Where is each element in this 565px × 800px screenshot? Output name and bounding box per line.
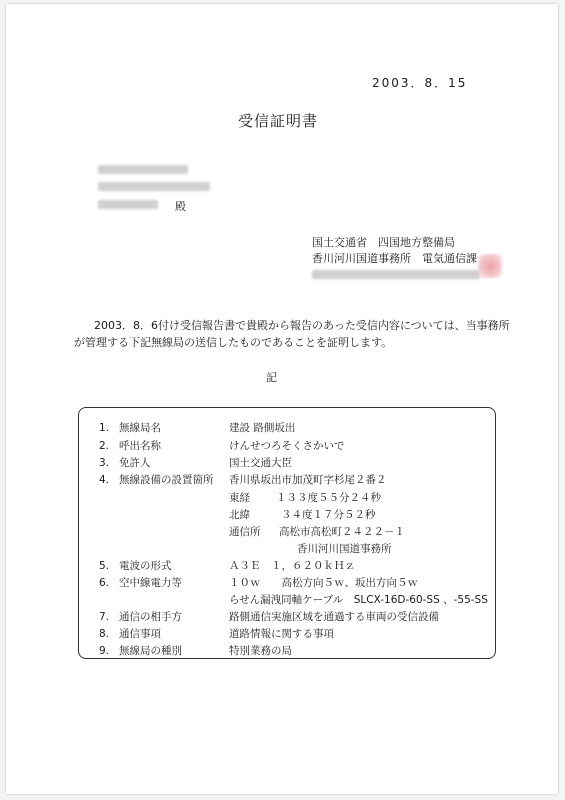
item-row: 1. 無線局名 建設 路側坂出 (98, 422, 296, 434)
item-row: 8. 通信事項 道路情報に関する事項 (98, 628, 334, 640)
east-longitude-label: 東経 (229, 492, 250, 504)
sender-ministry: 国土交通省 四国地方整備局 (312, 236, 455, 249)
item-row: 5. 電波の形式 Ａ３Ｅ １，６２０ｋＨｚ (98, 560, 355, 572)
north-latitude-value: ３４度１７分５２秒 (281, 509, 376, 521)
recipient-honorific: 殿 (175, 200, 186, 213)
comm-station-address: 高松市高松町２４２２－１ (279, 526, 405, 538)
item-row: 3. 免許人 国土交通大臣 (98, 457, 292, 469)
document-page (6, 4, 558, 794)
item-row: 4. 無線設備の設置箇所 香川県坂出市加茂町字杉尾２番２ (98, 474, 387, 486)
east-longitude-value: １３３度５５分２４秒 (276, 492, 381, 504)
ki-marker: 記 (266, 371, 277, 384)
comm-station-label: 通信所 (229, 526, 261, 538)
antenna-cable: らせん漏洩同軸ケーブル SLCX-16D-60-SS 、-55-SS (229, 594, 488, 606)
redacted-sender-address (312, 270, 480, 279)
redacted-recipient-line-1 (98, 165, 188, 174)
certification-text: 2003．8．6付け受信報告書で貴殿から報告のあった受信内容については、当事務所が管理する下記無線局の送信したものであることを証明します。 (74, 319, 510, 349)
comm-station-org: 香川河川国道事務所 (297, 543, 392, 555)
north-latitude-label: 北緯 (229, 509, 250, 521)
item-row: 7. 通信の相手方 路側通信実施区域を通過する車両の受信設備 (98, 611, 439, 623)
redacted-recipient-name (98, 200, 158, 209)
station-details-box (78, 407, 496, 659)
issue-date: 2003．8．15 (372, 76, 468, 90)
redacted-recipient-line-2 (98, 182, 210, 191)
sender-office: 香川河川国道事務所 電気通信課 (312, 252, 477, 265)
item-row: 9. 無線局の種別 特別業務の局 (98, 645, 292, 657)
document-title: 受信証明書 (238, 112, 319, 130)
item-row: 2. 呼出名称 けんせつろそくさかいで (98, 440, 345, 452)
item-row: 6. 空中線電力等 １０ｗ 高松方向５ｗ、坂出方向５ｗ (98, 577, 418, 589)
sender-block (312, 235, 477, 267)
seal-stamp (478, 254, 502, 278)
